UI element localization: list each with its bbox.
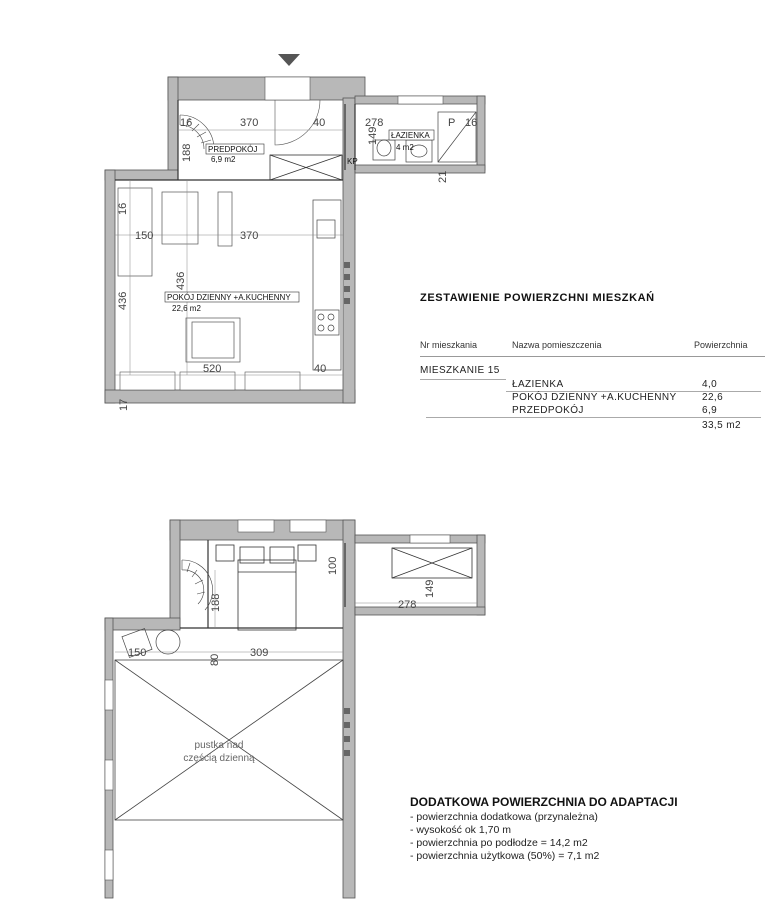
dim-label: 436 [117,291,129,310]
apartment-label: MIESZKANIE 15 [420,365,500,376]
table-header-row [420,332,765,357]
wardrobe-icon [270,155,342,180]
sink-icon [317,220,335,238]
dim-label: 309 [250,647,269,659]
dim-label: 150 [135,230,154,242]
room-name-living: POKÓJ DZIENNY +A.KUCHENNY [167,293,291,302]
entrance-arrow-icon [278,54,300,66]
table-title: ZESTAWIENIE POWIERZCHNI MIESZKAŃ [420,292,655,304]
table-row-area: 4,0 [702,379,718,390]
room-name-bathroom: ŁAZIENKA [391,131,430,140]
table-row-area: 22,6 [702,392,724,403]
ground-floor-partitions [115,100,355,180]
double-bed-icon [216,545,316,630]
row-divider [420,379,506,380]
header-area: Powierzchnia [694,340,748,350]
void-label-line1: pustka nad [194,740,244,751]
room-name-hall: PREDPOKÓJ [208,145,258,154]
dim-label: 16 [180,117,193,129]
table-row-room-name: POKÓJ DZIENNY +A.KUCHENNY [512,392,677,403]
table-body [420,357,765,447]
dim-label: 150 [128,647,147,659]
list-item: - powierzchnia dodatkowa (przynależna) [410,811,598,823]
dim-label: 149 [367,126,379,145]
void-label-line2: częścią dzienną [183,753,255,764]
list-item: - powierzchnia po podłodze = 14,2 m2 [410,837,588,849]
tv-cabinet-icon [162,192,198,244]
area-summary-table [420,292,765,447]
list-item: - powierzchnia użytkowa (50%) = 7,1 m2 [410,850,600,862]
room-area-hall: 6,9 m2 [211,155,236,164]
notes-list [410,811,760,863]
dim-label: 188 [181,143,193,162]
upper-storage-icon [392,548,472,578]
room-area-living: 22,6 m2 [172,304,201,313]
dim-label: 21 [437,170,449,183]
dim-label: 80 [209,653,221,666]
dining-table-icon [186,318,240,362]
table-row-room-name: PRZEDPOKÓJ [512,405,584,416]
dim-label: 149 [424,579,436,598]
row-divider [426,417,761,418]
table-row-area: 6,9 [702,405,718,416]
dim-label: 40 [313,117,326,129]
dim-label: 436 [175,271,187,290]
kitchen-counter [313,200,341,370]
notes-title: DODATKOWA POWIERZCHNIA DO ADAPTACJI [410,795,678,809]
additional-area-notes [410,795,760,863]
dim-label: 17 [118,398,130,411]
dim-label: 16 [117,202,129,215]
dim-label: 370 [240,230,259,242]
kp-marker: KP [347,157,358,166]
room-area-bathroom: 4 m2 [396,143,414,152]
header-apartment-no: Nr mieszkania [420,340,478,350]
dim-label: 278 [398,599,417,611]
cooktop-icon [315,310,339,335]
upper-floor-windows [105,520,450,880]
table-row-room-name: ŁAZIENKA [512,379,564,390]
dim-label: 40 [314,363,327,375]
header-room-name: Nazwa pomieszczenia [512,340,602,350]
table-total-area: 33,5 m2 [702,420,741,431]
dim-label: 100 [327,556,339,575]
dim-label: 278 [365,117,384,129]
dim-label: 188 [210,593,222,612]
shelf-icon [218,192,232,246]
p-marker: P [448,117,456,129]
list-item: - wysokość ok 1,70 m [410,824,511,836]
dim-label: 370 [240,117,259,129]
dim-label: 16 [465,117,478,129]
upper-floor-partitions [180,540,345,628]
dim-label: 520 [203,363,222,375]
